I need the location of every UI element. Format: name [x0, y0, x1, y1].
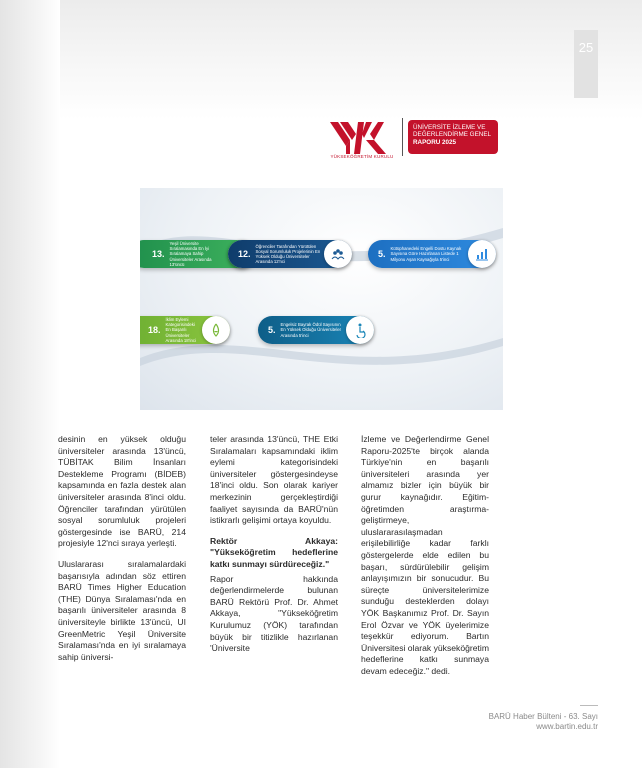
card-social-responsibility — [228, 240, 352, 268]
bar-chart-icon — [468, 240, 496, 268]
card-climate-action — [140, 316, 230, 344]
text-column-2 — [210, 434, 338, 664]
accessibility-icon — [346, 316, 374, 344]
report-title-line2: DEĞERLENDİRME GENEL — [413, 131, 492, 139]
report-title-line1: ÜNİVERSİTE İZLEME VE — [413, 124, 486, 131]
card-library-accessibility — [368, 240, 496, 268]
card-rank: 18. — [148, 325, 161, 335]
report-title-badge — [408, 120, 498, 154]
dot-wave-background — [140, 188, 503, 410]
card-text: Kütüphanedeki Engelli Dostu Kaynak Sayısına Göre Hazırlanan Listede 1 Milyonu Aşan Kaynağıyla 5'inci — [390, 246, 462, 262]
water-drop-icon — [202, 316, 230, 344]
report-title-line3: RAPORU 2025 — [413, 138, 457, 146]
page-gutter-shade — [0, 0, 60, 768]
logo-subtitle: YÜKSEKÖĞRETİM KURULU — [330, 154, 394, 159]
paragraph: Uluslararası sıralamalardaki başarısıyla adından söz ettiren BARÜ Times Higher Education (THE) Dünya Sıralaması'nda en başarılı üniversiteler arasında 8 üniversiteyle birlikte 13'üncü, UI GreenMetric Yeşil Üniversite Sıralaması'nda en iyi sıralamaya sahip üniversi- — [58, 558, 186, 662]
card-text: İklim Eylemi Kategorisindeki En Başarılı Üniversiteler Arasında 18'inci — [165, 316, 196, 343]
card-text: Öğrenciler Tarafından Yürütülen Sosyal Sorumluluk Projelerinin En Yüksek Olduğu Üniversiteler Arasında 12'nci — [255, 243, 321, 265]
card-rank: 12. — [238, 249, 251, 259]
paragraph: Rapor hakkında değerlendirmelerde bulunan BARÜ Rektörü Prof. Dr. Ahmet Akkaya, "Yükseköğretim Kurulumuz (YÖK) tarafından büyük bir titizlikle hazırlanan 'Üniversite — [210, 573, 338, 654]
card-text: Engelsiz Bayrak Ödül Sayısının En Yüksek Olduğu Üniversiteler Arasında 5'inci — [280, 322, 342, 338]
card-rank: 13. — [152, 249, 165, 259]
paragraph: desinin en yüksek olduğu üniversiteler arasında 13'üncü, TÜBİTAK Bilim İnsanları Destekleme Programı (BİDEB) kapsamında en fazla destek alan üniversiteler arasında 8'inci oldu. Öğrenciler tarafından yürütülen sosyal sorumluluk projeleri göstergesinde ise BARÜ, 214 projesiyle 12'nci sıraya yerleşti. — [58, 434, 186, 549]
top-band — [0, 0, 642, 120]
text-column-1 — [58, 434, 186, 672]
section-heading: Rektör Akkaya: "Yükseköğretim hedeflerine katkı sunmayı sürdüreceğiz." — [210, 535, 338, 569]
text-column-3 — [361, 434, 489, 686]
paragraph: teler arasında 13'üncü, THE Etki Sıralamaları kapsamındaki iklim eylemi kategorisindeki üniversiteler göstergesindeyse 18'inci oldu. Son olarak kariyer merkezinin gerçekleştirdiği faaliyet sayısında da BARÜ'nün istikrarlı gelişimi ortaya koyuldu. — [210, 434, 338, 526]
page-number: 25 — [578, 40, 594, 55]
card-text: Yeşil Üniversite Sıralamasında En İyi Sıralamaya Sahip Üniversiteler Arasında 13'üncü — [169, 240, 212, 267]
card-barrier-free-flag — [258, 316, 374, 344]
yok-logo — [330, 120, 392, 158]
people-icon — [324, 240, 352, 268]
infographic-image — [140, 188, 503, 410]
footer-rule — [580, 705, 598, 706]
footer-website-link[interactable]: www.bartin.edu.tr — [536, 722, 598, 731]
paragraph: İzleme ve Değerlendirme Genel Raporu-2025'te birçok alanda Türkiye'nin en başarılı üniversiteleri arasında yer almamız bizler için büyük bir gurur kaynağıdır. Eğitim-öğretimden araştırma-geliştirmeye, uluslararasılaşmadan erişilebilirliğe kadar farklı göstergelerde elde edilen bu başarı, sürdürülebilir gelişim anlayışımızın bir sonucudur. Bu süreçte üniversitelerimize sunduğu desteklerden dolayı YÖK Başkanımız Prof. Dr. Sayın Erol Özvar ve YÖK üyelerimize teşekkür ediyorum. Bartın Üniversitesi olarak yükseköğretim hedeflerine katkı sunmaya devam edeceğiz." dedi. — [361, 434, 489, 676]
card-rank: 5. — [268, 325, 276, 335]
header-divider — [402, 118, 403, 156]
card-rank: 5. — [378, 249, 386, 259]
footer-publication: BARÜ Haber Bülteni - 63. Sayı — [488, 712, 598, 721]
